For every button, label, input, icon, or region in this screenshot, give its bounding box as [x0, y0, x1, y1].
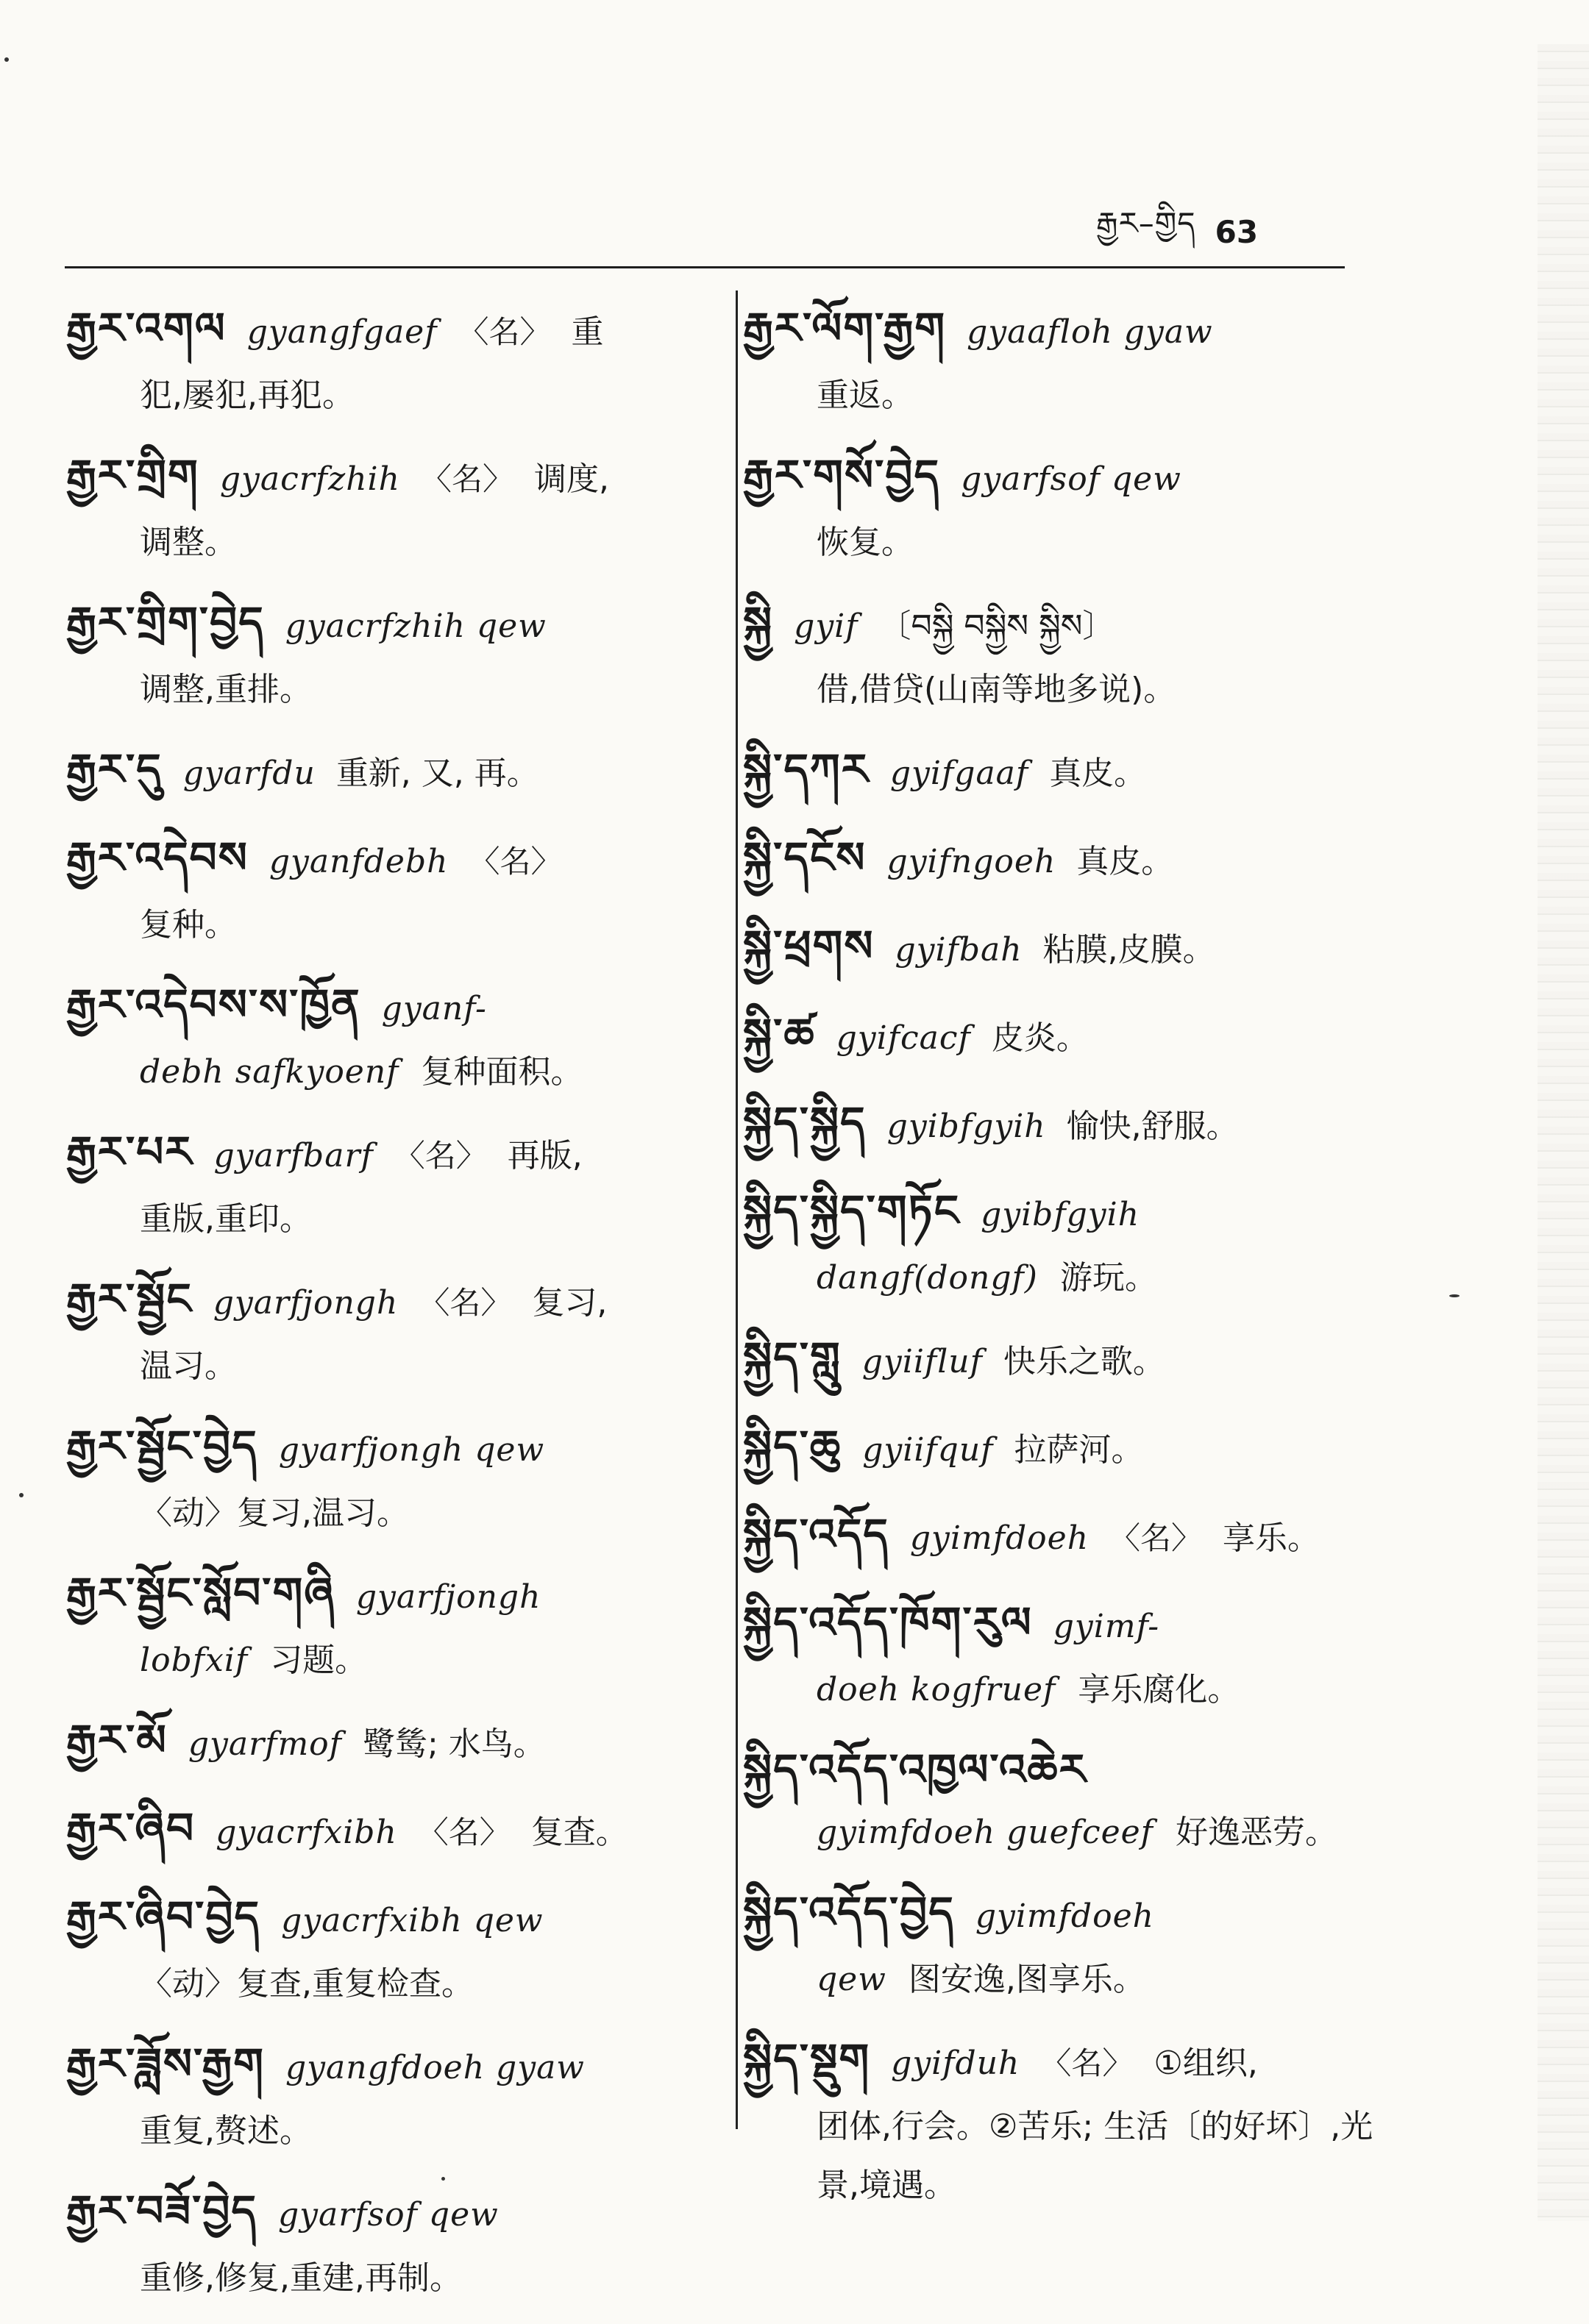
- headword: སྐྱི་ཕྲགས: [743, 921, 875, 971]
- gloss: 复习,: [532, 1284, 608, 1322]
- entry-headline: [66, 1883, 714, 1955]
- gloss: 团体,行会。②苦乐; 生活〔的好坏〕,光景,境遇。: [817, 2108, 1373, 2204]
- headword: སྐྱིད་འདོད་བྱེད: [743, 1887, 955, 1937]
- dictionary-entry: [743, 1088, 1405, 1161]
- dictionary-entry: [66, 1118, 714, 1249]
- romanization: gyacrfzhih qew: [285, 607, 547, 645]
- entry-continuation: [743, 1950, 1405, 2009]
- dictionary-entry: [743, 588, 1405, 719]
- headword: སྐྱི: [743, 597, 774, 647]
- header-rule: [65, 266, 1345, 268]
- entry-headline: [743, 441, 1405, 513]
- dictionary-entry: [743, 2025, 1405, 2215]
- gloss: 鹭鸶; 水鸟。: [362, 1725, 546, 1763]
- gloss: 重版,重印。: [140, 1200, 312, 1238]
- headword: རྒྱར་འདེབས: [66, 833, 249, 883]
- dictionary-entry: [743, 1000, 1405, 1072]
- gloss: 调度,: [533, 460, 609, 498]
- headword: རྒྱར་འདེབས་ས་ཁྱོན: [66, 980, 361, 1030]
- dictionary-entry: [743, 1878, 1405, 2009]
- dictionary-entry: [66, 1794, 714, 1867]
- romanization: gyangfdoeh gyaw: [285, 2049, 585, 2086]
- gloss: 享乐腐化。: [1078, 1671, 1240, 1708]
- entry-headline: [66, 971, 714, 1043]
- headword: རྒྱར་གྲིག: [66, 450, 199, 500]
- romanization: gyimfdoeh: [975, 1897, 1154, 1935]
- part-of-speech: 〈名〉: [419, 1285, 512, 1321]
- headword: རྒྱར་གསོ་བྱེད: [743, 450, 941, 500]
- gloss: 图安逸,图享乐。: [908, 1961, 1145, 1998]
- part-of-speech: 〈名〉: [458, 314, 551, 350]
- dictionary-entry: [743, 1324, 1405, 1396]
- entry-headline: [66, 1265, 714, 1337]
- romanization: gyifduh: [891, 2045, 1020, 2082]
- romanization: gyarfsof qew: [278, 2196, 499, 2234]
- romanization: debh safkyoenf: [140, 1053, 399, 1091]
- headword: སྐྱིད་ཆུ: [743, 1421, 842, 1471]
- entry-headline: [743, 1589, 1405, 1661]
- gloss: 调整,重排。: [140, 671, 312, 708]
- headword: སྐྱིད་གླུ: [743, 1333, 842, 1383]
- entry-headline: [66, 2030, 714, 2102]
- gloss: 〈动〉复查,重复检查。: [140, 1965, 474, 2003]
- dictionary-entry: [66, 735, 714, 808]
- dictionary-entry: [66, 294, 714, 425]
- romanization: gyifbah: [895, 931, 1023, 969]
- romanization: lobfxif: [140, 1642, 249, 1679]
- headword: རྒྱར་པར: [66, 1127, 193, 1177]
- headword: རྒྱར་སྦྱོང: [66, 1274, 193, 1324]
- entry-continuation: [743, 1249, 1405, 1308]
- dictionary-entry: [66, 1706, 714, 1778]
- romanization: gyacrfxibh: [216, 1814, 397, 1851]
- entry-continuation: [743, 1661, 1405, 1719]
- romanization: gyarfjongh: [355, 1578, 541, 1616]
- gloss: 再版,: [507, 1137, 583, 1175]
- gloss: 复种。: [140, 906, 237, 944]
- romanization: dangf(dongf): [817, 1259, 1038, 1297]
- dictionary-entry: [743, 912, 1405, 984]
- headword: རྒྱར་ཞིབ་བྱེད: [66, 1892, 261, 1942]
- page-number: 63: [1215, 213, 1259, 250]
- entry-continuation: [66, 1337, 714, 1396]
- gloss: 游玩。: [1059, 1259, 1157, 1297]
- entry-headline: [743, 2025, 1405, 2097]
- gloss: 重: [571, 313, 604, 351]
- gloss: 真皮。: [1049, 755, 1147, 792]
- entry-continuation: [743, 660, 1405, 719]
- gloss: 享乐。: [1223, 1519, 1320, 1557]
- gloss: 快乐之歌。: [1003, 1343, 1165, 1380]
- dictionary-entry: [743, 824, 1405, 896]
- gloss: 恢复。: [817, 524, 914, 561]
- entry-headline: [66, 588, 714, 660]
- romanization: gyif: [794, 607, 859, 645]
- entry-headline: [66, 441, 714, 513]
- gloss: 粘膜,皮膜。: [1042, 931, 1215, 969]
- dictionary-entry: [743, 294, 1405, 425]
- romanization: gyiifluf: [861, 1343, 983, 1380]
- scan-speck: [19, 1493, 24, 1497]
- gloss: 温习。: [140, 1347, 237, 1385]
- romanization: gyifgaaf: [889, 755, 1029, 792]
- headword: སྐྱིད་སྐྱིད: [743, 1097, 867, 1147]
- part-of-speech: 〈名〉: [1040, 2045, 1134, 2081]
- headword: རྒྱར་སྦྱོང་སློབ་གཞི: [66, 1568, 335, 1618]
- romanization: gyaafloh gyaw: [967, 313, 1213, 351]
- scan-speck: [4, 57, 9, 62]
- headword: རྒྱར་ལོག་རྒྱག: [743, 303, 947, 353]
- gloss: 重新, 又, 再。: [335, 755, 539, 792]
- entry-continuation: [66, 2102, 714, 2161]
- entry-headline: [743, 1000, 1405, 1072]
- headword: རྒྱར་སྦྱོང་བྱེད: [66, 1421, 258, 1471]
- dictionary-entry: [66, 1412, 714, 1543]
- romanization: gyifngoeh: [886, 843, 1056, 880]
- romanization: qew: [817, 1961, 886, 1998]
- scan-edge-artifact: [1538, 44, 1589, 2221]
- part-of-speech: 〈名〉: [1109, 1520, 1203, 1556]
- dictionary-entry: [66, 1883, 714, 2014]
- entry-continuation: [743, 1803, 1405, 1862]
- romanization: gyarfjongh qew: [278, 1431, 545, 1469]
- headword: སྐྱི་དཀར: [743, 744, 870, 794]
- dictionary-entry: [743, 1736, 1405, 1862]
- part-of-speech: 〈名〉: [469, 844, 562, 880]
- dictionary-entry: [66, 588, 714, 719]
- dictionary-entry: [66, 971, 714, 1102]
- entry-headline: [743, 1500, 1405, 1572]
- gloss: 〔བསྐྱི བསྐྱིས སྐྱིས〕: [878, 607, 1115, 645]
- column-divider: [736, 290, 738, 2129]
- headword: རྒྱར་གྲིག་བྱེད: [66, 597, 265, 647]
- entry-continuation: [66, 1484, 714, 1543]
- gloss: 习题。: [270, 1642, 368, 1679]
- gloss: 重修,修复,重建,再制。: [140, 2259, 462, 2297]
- entry-headline: [66, 294, 714, 366]
- romanization: gyarfdu: [182, 755, 316, 792]
- entry-continuation: [66, 660, 714, 719]
- entry-headline: [66, 824, 714, 896]
- gloss: 愉快,舒服。: [1066, 1108, 1239, 1145]
- entry-continuation: [66, 513, 714, 572]
- headword: སྐྱིད་འདོད་འཁྱལ་འཆེར: [743, 1744, 1087, 1794]
- part-of-speech: 〈名〉: [420, 461, 513, 497]
- entry-continuation: [66, 896, 714, 955]
- entry-continuation: [66, 366, 714, 425]
- dictionary-entry: [66, 2177, 714, 2308]
- scan-speck: [441, 2177, 445, 2181]
- headword: རྒྱར་ཟློས་རྒྱག: [66, 2039, 265, 2089]
- entry-headline: [743, 735, 1405, 808]
- entry-continuation: [66, 1043, 714, 1102]
- headword: རྒྱར་འགལ: [66, 303, 227, 353]
- page-header: [1096, 204, 1339, 254]
- entry-headline: [66, 1794, 714, 1867]
- gloss: ①组织,: [1153, 2045, 1258, 2082]
- dictionary-entry: [743, 1412, 1405, 1484]
- entry-continuation: [66, 1955, 714, 2014]
- right-column: [743, 294, 1405, 2231]
- romanization: gyarfmof: [188, 1725, 342, 1763]
- romanization: gyimf-: [1053, 1608, 1160, 1645]
- headword: སྐྱིད་སྐྱིད་གཏོང: [743, 1186, 961, 1236]
- gloss: 皮炎。: [991, 1019, 1089, 1057]
- entry-headline: [66, 1706, 714, 1778]
- entry-continuation: [66, 1631, 714, 1690]
- dictionary-entry: [743, 1589, 1405, 1719]
- entry-headline: [743, 1878, 1405, 1950]
- entry-headline: [743, 824, 1405, 896]
- dictionary-entry: [66, 1265, 714, 1396]
- entry-headline: [743, 912, 1405, 984]
- dictionary-entry: [743, 735, 1405, 808]
- gloss: 调整。: [140, 524, 237, 561]
- gloss: 重复,赘述。: [140, 2112, 312, 2150]
- entry-headline: [743, 588, 1405, 660]
- headword: སྐྱིད་འདོད་ཁོག་རུལ: [743, 1597, 1033, 1647]
- romanization: gyangfgaef: [246, 313, 438, 351]
- gloss: 重返。: [817, 377, 914, 414]
- headword: རྒྱར་ཞིབ: [66, 1803, 196, 1853]
- dictionary-entry: [743, 441, 1405, 572]
- dictionary-entry: [66, 441, 714, 572]
- romanization: gyifcacf: [836, 1019, 971, 1057]
- gloss: 复种面积。: [421, 1053, 583, 1091]
- romanization: gyarfsof qew: [961, 460, 1181, 498]
- dictionary-entry: [743, 1500, 1405, 1572]
- entry-headline: [743, 1088, 1405, 1161]
- entry-headline: [66, 735, 714, 808]
- gloss: 拉萨河。: [1014, 1431, 1144, 1469]
- entry-headline: [66, 2177, 714, 2249]
- headword: སྐྱིད་སྡུག: [743, 2034, 871, 2084]
- part-of-speech: 〈名〉: [394, 1138, 487, 1174]
- entry-continuation: [743, 2097, 1405, 2215]
- entry-continuation: [66, 2249, 714, 2308]
- romanization: gyimfdoeh: [909, 1519, 1089, 1557]
- headword: རྒྱར་བཟོ་བྱེད: [66, 2186, 258, 2236]
- romanization: doeh kogfruef: [817, 1671, 1056, 1708]
- entry-headline: [743, 1736, 1405, 1803]
- romanization: gyiifquf: [862, 1431, 994, 1469]
- romanization: gyarfjongh: [213, 1284, 399, 1322]
- headword: སྐྱི་དངོས: [743, 833, 867, 883]
- dictionary-entry: [66, 1559, 714, 1690]
- gloss: 好逸恶劳。: [1175, 1814, 1337, 1851]
- entry-headline: [743, 1324, 1405, 1396]
- header-range: རྒྱར–གྱིད: [1096, 204, 1196, 241]
- dictionary-entry: [66, 2030, 714, 2161]
- entry-headline: [66, 1118, 714, 1190]
- romanization: gyacrfzhih: [219, 460, 400, 498]
- gloss: 犯,屡犯,再犯。: [140, 377, 355, 414]
- dictionary-entry: [743, 1177, 1405, 1308]
- part-of-speech: 〈名〉: [417, 1814, 511, 1850]
- scan-speck: [1449, 1294, 1460, 1297]
- romanization: gyarfbarf: [213, 1137, 374, 1175]
- romanization: gyacrfxibh qew: [281, 1902, 544, 1939]
- entry-headline: [66, 1559, 714, 1631]
- entry-headline: [743, 1412, 1405, 1484]
- romanization: gyimfdoeh guefceef: [817, 1814, 1153, 1851]
- dictionary-entry: [66, 824, 714, 955]
- gloss: 复查。: [530, 1814, 628, 1851]
- left-column: [66, 294, 714, 2324]
- entry-headline: [743, 294, 1405, 366]
- entry-continuation: [66, 1190, 714, 1249]
- romanization: gyibfgyih: [981, 1196, 1140, 1233]
- romanization: gyibfgyih: [886, 1108, 1046, 1145]
- headword: སྐྱིད་འདོད: [743, 1509, 889, 1559]
- gloss: 借,借贷(山南等地多说)。: [817, 671, 1176, 708]
- headword: སྐྱི་ཚ: [743, 1009, 816, 1059]
- gloss: 真皮。: [1076, 843, 1174, 880]
- entry-continuation: [743, 513, 1405, 572]
- gloss: 〈动〉复习,温习。: [140, 1494, 409, 1532]
- headword: རྒྱར་དུ: [66, 744, 163, 794]
- romanization: gyanf-: [381, 990, 487, 1027]
- entry-headline: [743, 1177, 1405, 1249]
- headword: རྒྱར་མོ: [66, 1715, 168, 1765]
- entry-continuation: [743, 366, 1405, 425]
- entry-headline: [66, 1412, 714, 1484]
- romanization: gyanfdebh: [269, 843, 449, 880]
